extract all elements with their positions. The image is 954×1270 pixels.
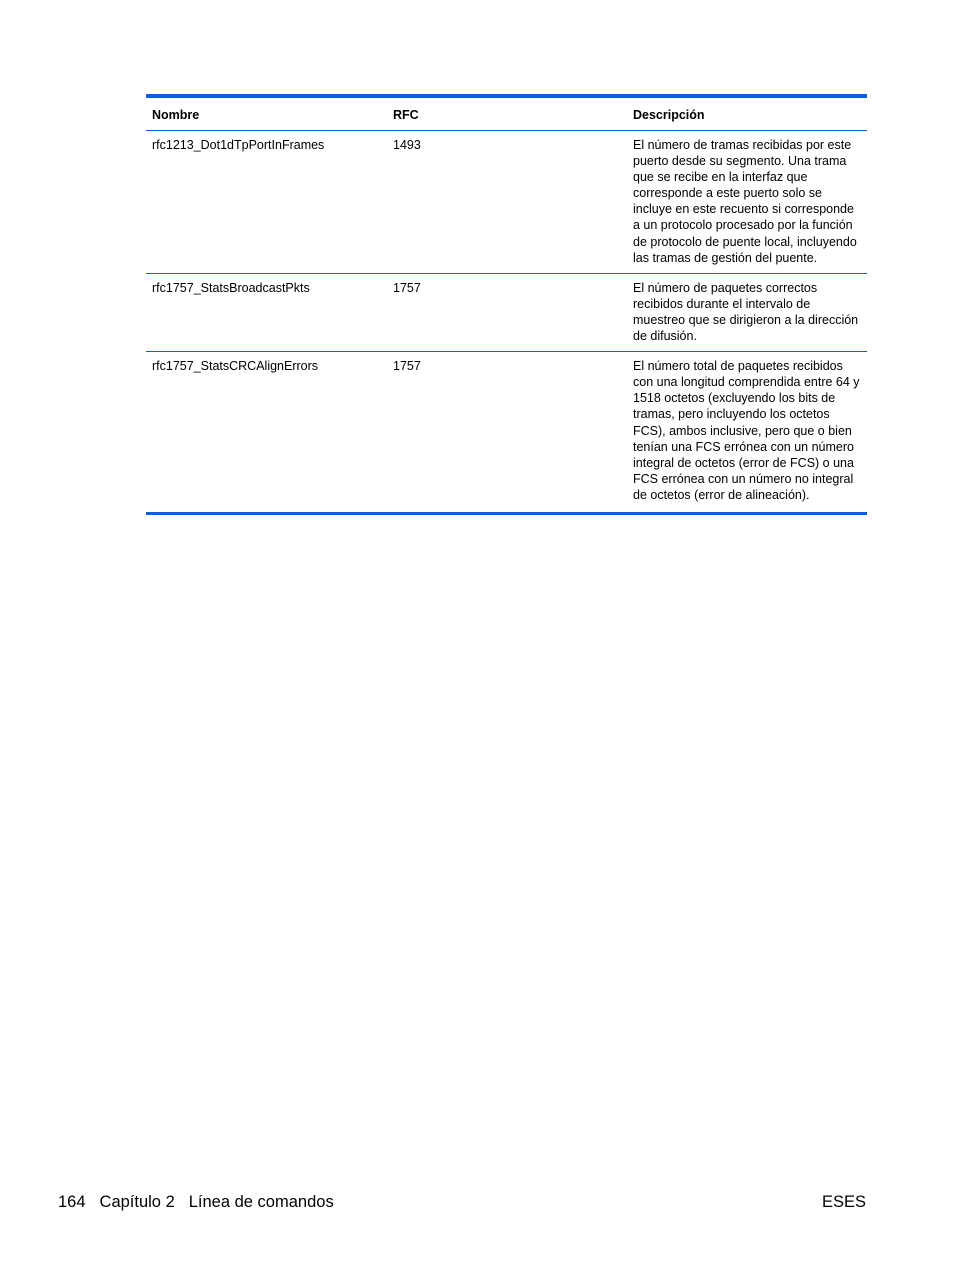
- table-row: [146, 273, 867, 351]
- cell-name: rfc1757_StatsBroadcastPkts: [146, 273, 387, 351]
- cell-rfc: 1757: [393, 359, 421, 374]
- page-number: 164: [58, 1193, 86, 1211]
- locale-label: ESES: [821, 1193, 866, 1211]
- cell-name: rfc1213_Dot1dTpPortInFrames: [146, 131, 387, 274]
- parameters-table: [146, 94, 867, 515]
- header-name: Nombre: [146, 96, 387, 131]
- chapter-label: Capítulo 2: [99, 1193, 175, 1211]
- cell-rfc: 1757: [387, 273, 627, 351]
- cell-name: rfc1757_StatsCRCAlignErrors: [152, 359, 319, 374]
- cell-description: El número de tramas recibidas por este puerto desde su segmento. Una trama que se recibe en la interfaz que corresponde a este puerto solo se incluye en este recuento si corresponde a un protocolo procesado por la función de protocolo de puente local, incluyendo las tramas de gestión del puente.: [627, 131, 867, 274]
- cell-description: El número total de paquetes recibidos con una longitud comprendida entre 64 y 1518 octetos (excluyendo los bits de tramas, pero incluyendo los octetos FCS), ambos inclusive, pero que o bien tenían una FCS errónea con un número integral de octetos (error de FCS) o una FCS errónea con un número no integral de octetos (error de alineación).: [633, 359, 860, 502]
- table-row: [146, 352, 867, 514]
- chapter-title: Línea de comandos: [188, 1193, 334, 1211]
- table-header-row: [146, 96, 867, 131]
- cell-description: El número de paquetes correctos recibidos durante el intervalo de muestreo que se dirigieron a la dirección de difusión.: [627, 273, 867, 351]
- page-footer-left: [58, 1192, 334, 1212]
- header-description: Descripción: [627, 96, 867, 131]
- cell-rfc: 1493: [387, 131, 627, 274]
- table-row: [146, 131, 867, 274]
- header-rfc: RFC: [387, 96, 627, 131]
